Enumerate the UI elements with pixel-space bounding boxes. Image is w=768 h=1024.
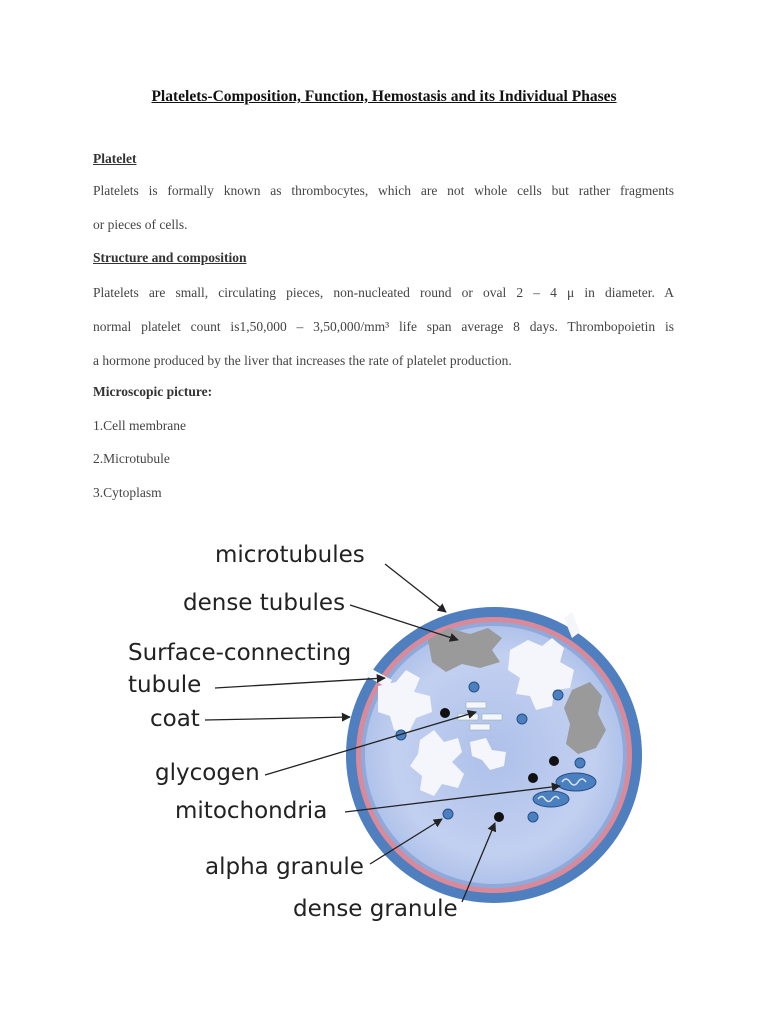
arrow-tubule [215,678,385,688]
section-heading-microscopic: Microscopic picture: [93,384,213,399]
alpha-granule-dot [528,812,538,822]
paragraph-line: Platelets are small, circulating pieces, non-nucleated round or oval 2 – 4 μ in diameter. A [93,285,674,300]
label-microtubules: microtubules [215,542,365,568]
paragraph-line: or pieces of cells. [93,217,188,232]
glycogen-particle [482,714,502,720]
label-alpha-granule: alpha granule [205,854,364,880]
list-item: 2.Microtubule [93,451,170,466]
paragraph-line: normal platelet count is1,50,000 – 3,50,000/mm³ life span average 8 days. Thrombopoietin is [93,319,674,334]
section-heading-platelet: Platelet [93,151,137,166]
label-mitochondria: mitochondria [175,798,328,824]
paragraph-structure [93,283,674,385]
label-surface-connecting: Surface-connecting [128,640,352,666]
alpha-granule-dot [517,714,527,724]
glycogen-particle [470,724,490,730]
arrow-coat [205,717,350,720]
glycogen-particle [466,702,486,708]
label-tubule: tubule [128,672,202,698]
arrow-microtubules [385,564,446,612]
label-dense-tubules: dense tubules [183,590,346,616]
dense-granule-dot [549,756,559,766]
dense-granule-dot [494,812,504,822]
label-coat: coat [150,706,200,732]
alpha-granule-dot [469,682,479,692]
list-item: 3.Cytoplasm [93,485,162,500]
alpha-granule-dot [553,690,563,700]
list-item: 1.Cell membrane [93,418,186,433]
platelet-diagram [0,520,768,940]
alpha-granule-dot [443,809,453,819]
label-dense-granule: dense granule [293,896,458,922]
alpha-granule-dot [575,758,585,768]
dense-granule-dot [440,708,450,718]
paragraph-line: a hormone produced by the liver that increases the rate of platelet production. [93,353,512,368]
page-title: Platelets-Composition, Function, Hemostasis and its Individual Phases [151,88,617,105]
label-glycogen: glycogen [155,760,260,786]
paragraph-platelet [93,181,674,249]
dense-granule-dot [528,773,538,783]
section-heading-structure: Structure and composition [93,250,247,265]
paragraph-line: Platelets is formally known as thrombocytes, which are not whole cells but rather fragments [93,183,674,198]
